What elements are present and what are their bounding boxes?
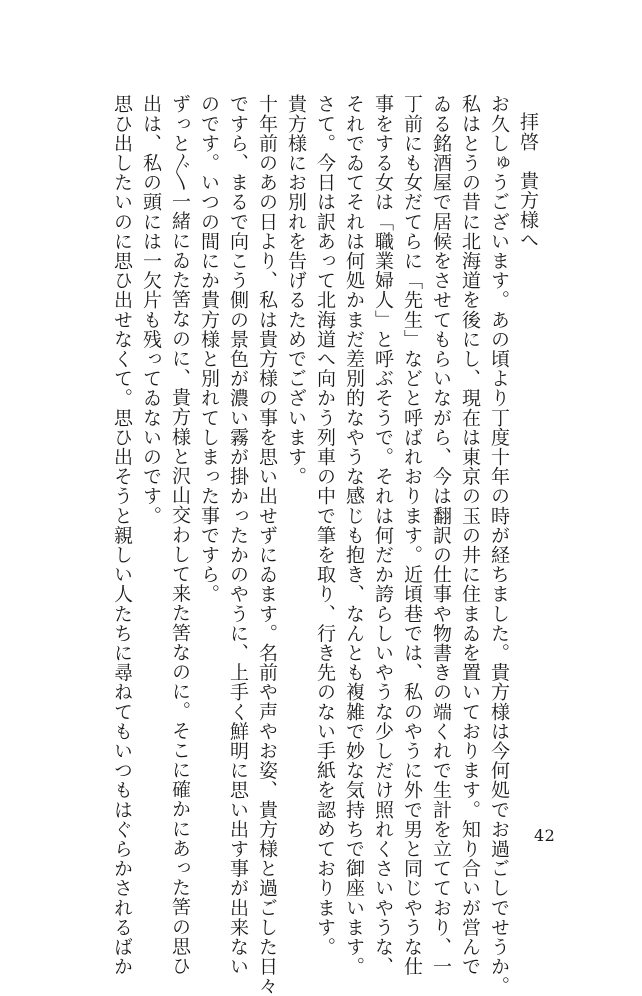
text-line: 貴方様にお別れを告げるためでございます。 bbox=[285, 94, 307, 486]
salutation-line: 拝啓 貴方様へ bbox=[517, 112, 539, 250]
page-number: 42 bbox=[534, 826, 556, 845]
text-line: 思ひ出したいのに思ひ出せなくて。思ひ出そうと親しい人たちに尋ねてもいつもはぐらかされるばか bbox=[111, 94, 133, 976]
text-line: 出は、私の頭には一欠片も残ってゐないのです。 bbox=[140, 94, 162, 526]
text-line: お久しゅうございます。あの頃より丁度十年の時が経ちました。貴方様は今何処でお過ごしでせうか。 bbox=[488, 94, 510, 996]
text-line: のです。いつの間にか貴方様と別れてしまった事ですら。 bbox=[198, 94, 220, 604]
text-line: ゐる銘酒屋で居候をさせてもらいながら、今は翻訳の仕事や物書きの端くれで生計を立てており、一 bbox=[430, 94, 452, 976]
text-line: 丁前にも女だてらに「先生」などと呼ばれおります。近頃巷では、私のやうに外で男と同じやうな仕 bbox=[401, 94, 423, 976]
text-line: 事をする女は「職業婦人」と呼ぶそうで。それは何だか誇らしいやうな少しだけ照れくさいやうな、 bbox=[372, 94, 394, 976]
text-line: それでゐてそれは何処かまだ差別的なやうな感じも抱き、なんとも複雑で妙な気持ちで御座います。 bbox=[343, 94, 365, 976]
text-line: さて。今日は訳あって北海道へ向かう列車の中で筆を取り、行き先のない手紙を認めております。 bbox=[314, 94, 336, 957]
text-line: ずっと〴〵一緒にゐた筈なのに、貴方様と沢山交わして来た筈なのに。そこに確かにあった筈の思ひ bbox=[169, 94, 191, 976]
text-line: 私はとうの昔に北海道を後にし、現在は東京の玉の井に住まゐを置いております。知り合いが営んで bbox=[459, 94, 481, 976]
text-line: 十年前のあの日より、私は貴方様の事を思い出せずにゐます。名前や声やお姿、貴方様と過ごした日々 bbox=[256, 94, 278, 996]
vertical-text-body bbox=[107, 94, 542, 996]
text-line: ですら、まるで向こう側の景色が濃い霧が掛かったかのやうに、上手く鮮明に思い出す事が出来ない bbox=[227, 94, 249, 976]
